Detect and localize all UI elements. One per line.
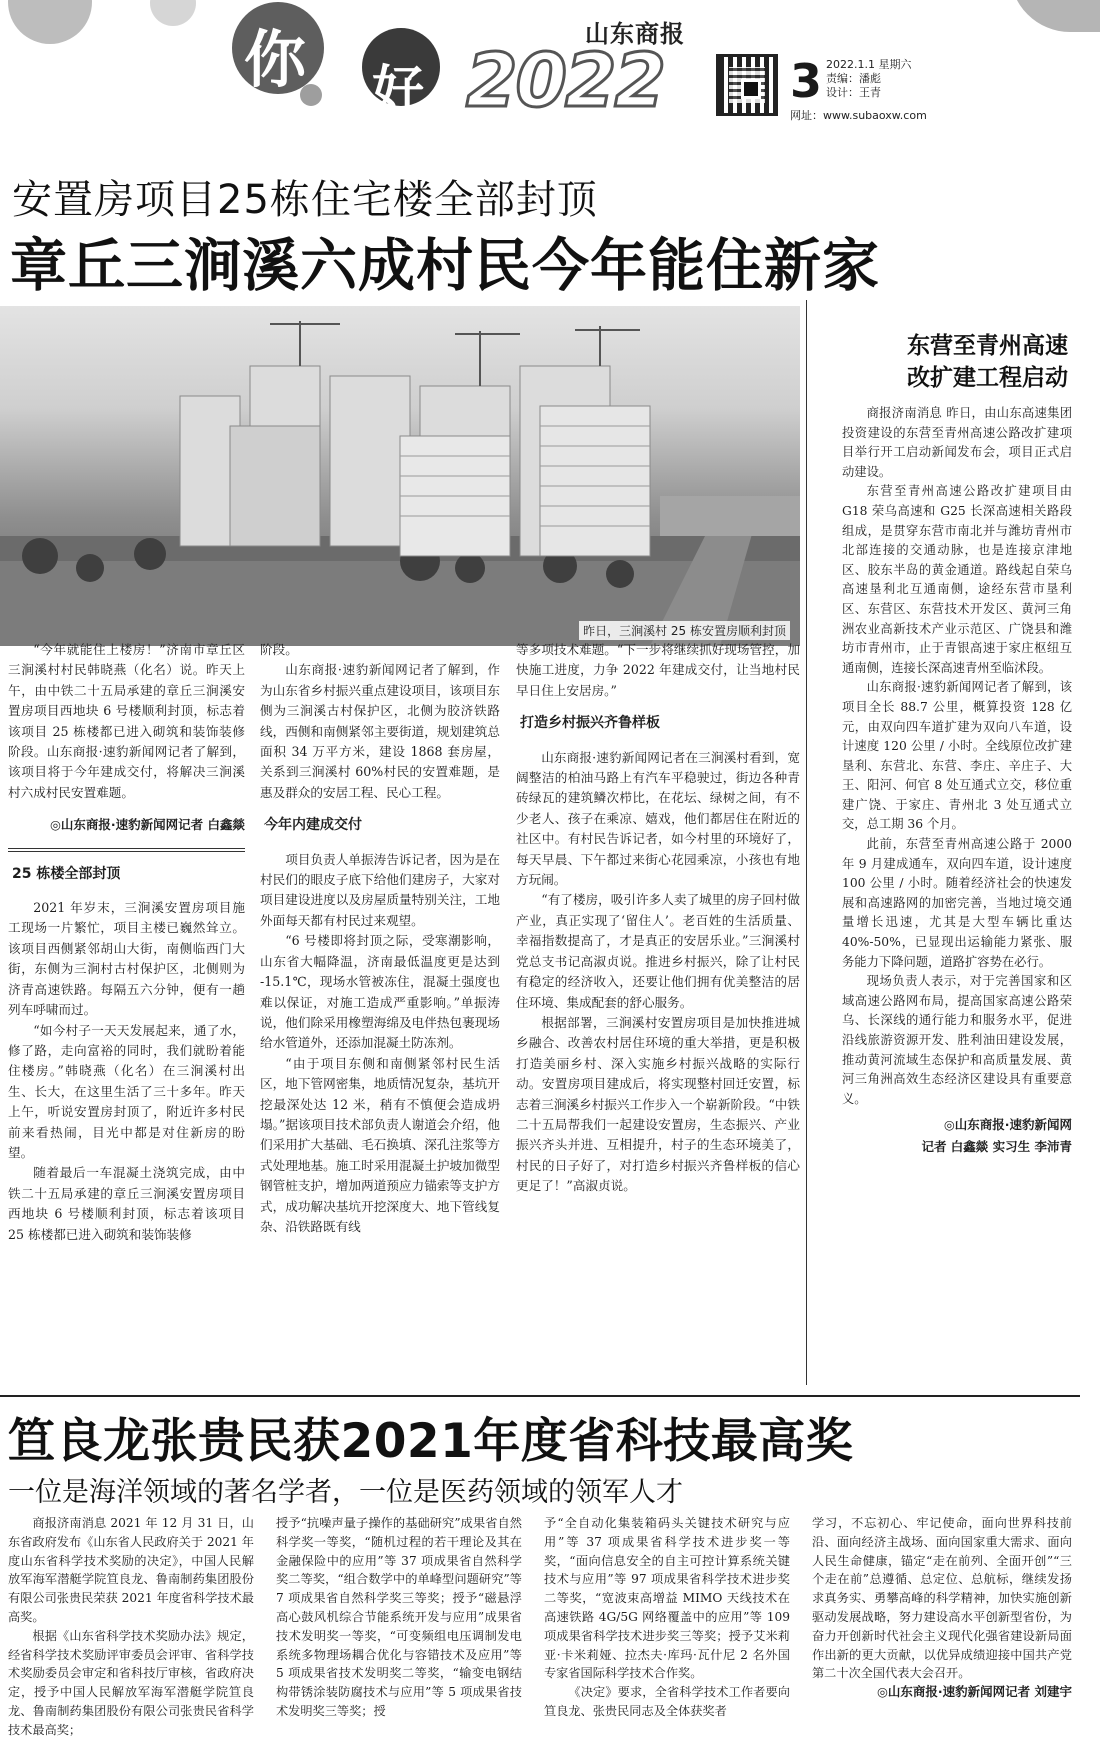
subheading: 今年内建成交付 — [264, 817, 362, 834]
side-headline-line-1: 东营至青州高速 — [907, 333, 1068, 359]
paragraph: 等多项技术难题。“下一步将继续抓好现场管控，加快施工进度，力争 2022 年建成交付，让当地村民早日住上安居房。” — [516, 642, 800, 698]
bottom-story-column-1 — [8, 1514, 254, 1737]
column-divider — [806, 300, 807, 1385]
divider — [8, 848, 245, 852]
byline: ◎山东商报·速豹新闻网记者 白鑫燚 — [49, 817, 245, 833]
paragraph: 山东商报·速豹新闻网记者在三涧溪村看到，宽阔整洁的柏油马路上有汽车平稳驶过，街边各种青砖绿瓦的建筑鳞次栉比，在花坛、绿树之间，有不少老人、孩子在乘凉、嬉戏，他们都居住在附近的社区中。有村民告诉记者，如今村里的环境好了，每天早晨、下午都过来街心花园乘凉，小孩也有地方玩闹。 — [516, 749, 800, 888]
construction-photo — [0, 306, 800, 646]
paragraph: 东营至青州高速公路改扩建项目由 G18 荣乌高速和 G25 长深高速相关路段组成，是贯穿东营市南北并与潍坊青州市北部连接的交通动脉，也是连接京津地区、胶东半岛的黄金通道。路线起自荣乌高速垦利北互通南侧，途经东营市垦利区、东营区、东营技术开发区、黄河三角洲农业高新技术产业示范区、广饶县和潍坊市青州市，止于青银高速于家庄枢纽互通南侧，连接长深高速青州至临沭段。 — [842, 484, 1072, 675]
byline: ◎山东商报·速豹新闻网 — [943, 1117, 1072, 1133]
paragraph: 商报济南消息 2021 年 12 月 31 日，山东省政府发布《山东省人民政府关于 2021 年度山东省科学技术奖励的决定》，中国人民解放军海军潜艇学院笪良龙、鲁南制药集团股份有限公司张贵民荣获 2021 年度省科学技术最高奖。 — [8, 1516, 254, 1624]
main-story-column-1 — [8, 640, 245, 1242]
subheading: 打造乡村振兴齐鲁样板 — [520, 715, 660, 732]
paragraph: “由于项目东侧和南侧紧邻村民生活区，地下管网密集，地质情况复杂，基坑开挖最深处达 12 米，稍有不慎便会造成坍塌。”据该项目技术部负责人谢道会介绍，他们采用扩大基础、毛石换填、深孔注浆等方式处理地基。施工时采用混凝土护坡加微型钢管桩支护，增加两道预应力锚索等支护方式，成功解决基坑开挖深度大、地下管线复杂、沿铁路既有线 — [260, 1055, 500, 1234]
photo-illustration — [0, 306, 800, 646]
paragraph: 山东商报·速豹新闻网记者了解到，该项目全长 88.7 公里，概算投资 128 亿元，由双向四车道扩建为双向八车道，设计速度 120 公里 / 小时。全线原位改扩建垦利、东营北、东营、李庄、辛庄子、大王、阳河、何官 8 处互通式立交，移位重建广饶、于家庄、青州北 3 处互通式立交，总工期 36 个月。 — [842, 680, 1072, 832]
bottom-story-column-3 — [544, 1514, 790, 1718]
main-story-column-2 — [260, 640, 500, 1234]
side-headline-line-2: 改扩建工程启动 — [907, 365, 1068, 391]
website-link[interactable]: 网址：www.subaoxw.com — [790, 109, 927, 122]
paragraph: 学习，不忘初心、牢记使命，面向世界科技前沿、面向经济主战场、面向国家重大需求、面向人民生命健康，锚定“走在前列、全面开创”“三个走在前”总遵循、总定位、总航标，继续发扬求真务实、勇攀高峰的科学精神，加快实施创新驱动发展战略，努力建设高水平创新型省份，为奋力开创新时代社会主义现代化强省建设新局面作出新的更大贡献，以优异成绩迎接中国共产党第二十次全国代表大会召开。 — [812, 1516, 1072, 1681]
bottom-story-headline: 笪良龙张贵民获2021年度省科技最高奖 — [8, 1414, 854, 1469]
main-story-kicker: 安置房项目25栋住宅楼全部封顶 — [12, 177, 598, 223]
paragraph: 《决定》要求，全省科学技术工作者要向笪良龙、张贵民同志及全体获奖者 — [544, 1685, 790, 1718]
bottom-story-column-2 — [276, 1514, 522, 1718]
paragraph: 授予“抗噪声量子操作的基础研究”成果省自然科学奖一等奖，“随机过程的若干理论及其在金融保险中的应用”等 37 项成果省自然科学奖二等奖，“组合数学中的单峰型问题研究”等 7 项成果省自然科学奖三等奖；授予“磁悬浮高心鼓风机综合节能系统开发与应用”成果省技术发明奖一等奖，“可变频组电压调制发电系统多物理场耦合优化与容错技术及应用”等 5 项成果省技术发明奖二等奖，“输变电钢结构带锈涂装防腐技术与应用”等 5 项成果省技术发明奖三等奖；授 — [276, 1516, 522, 1718]
paragraph: 阶段。 — [260, 642, 298, 657]
issue-meta — [826, 58, 911, 100]
bottom-story-column-4 — [812, 1514, 1072, 1700]
side-story-headline — [848, 330, 1068, 394]
byline: 记者 白鑫燚 实习生 李沛青 — [921, 1138, 1072, 1154]
paragraph: “6 号楼即将封顶之际，受寒潮影响，山东省大幅降温，济南最低温度更是达到 -15.1℃，现场水管被冻住，混凝土强度也难以保证，对施工造成严重影响。”单振涛说，他们除采用橡塑海绵及电伴热包裹现场给水管道外，还添加混凝土防冻剂。 — [260, 933, 500, 1051]
paragraph: 2021 年岁末，三涧溪安置房项目施工现场一片繁忙，项目主楼已巍然耸立。该项目西侧紧邻胡山大街，南侧临西门大街，东侧为三涧村古村保护区，北侧则为济青高速铁路。每隔五六分钟，便有一趟列车呼啸而过。 — [8, 900, 245, 1018]
paragraph: “今年就能住上楼房！”济南市章丘区三涧溪村村民韩晓燕（化名）说。昨天上午，由中铁二十五局承建的章丘三涧溪安置房项目西地块 6 号楼顺利封顶，标志着该项目 25 栋楼都已进入砌筑和装饰装修阶段。山东商报·速豹新闻网记者了解到，该项目将于今年建成交付，将解决三涧溪村六成村民安置难题。 — [8, 642, 245, 800]
main-story-headline: 章丘三涧溪六成村民今年能住新家 — [10, 233, 880, 299]
paragraph: 商报济南消息 昨日，由山东高速集团投资建设的东营至青州高速公路改扩建项目举行开工启动新闻发布会，项目正式启动建设。 — [842, 406, 1072, 479]
decorative-bubble — [150, 0, 196, 26]
bottom-story-kicker: 一位是海洋领域的著名学者，一位是医药领域的领军人才 — [8, 1477, 683, 1508]
subheading: 25 栋楼全部封顶 — [12, 865, 121, 882]
paragraph: 此前，东营至青州高速公路于 2000 年 9 月建成通车，双向四车道，设计速度 100 公里 / 小时。随着经济社会的快速发展和高速路网的加密完善，当地过境交通量增长迅速，尤其是大型车辆比重达 40%-50%，已显现出运输能力紧张、服务能力下降问题，道路扩容势在必行。 — [842, 837, 1072, 969]
decorative-bubble — [1010, 0, 1100, 32]
year-logo: 2022 — [466, 38, 664, 124]
greeting-char-1: 你 — [244, 23, 307, 96]
masthead — [0, 0, 1080, 135]
photo-caption: 昨日，三涧溪村 25 栋安置房顺利封顶 — [579, 621, 790, 640]
paragraph: 随着最后一车混凝土浇筑完成，由中铁二十五局承建的章丘三涧溪安置房项目西地块 6 号楼顺利封顶，标志着该项目 25 栋楼都已进入砌筑和装饰装修 — [8, 1165, 245, 1242]
editor-credit: 责编：潘彪 — [826, 72, 881, 85]
paragraph: 现场负责人表示，对于完善国家和区域高速公路网布局，提高国家高速公路荣乌、长深线的通行能力和服务水平，促进沿线旅游资源开发、胜利油田建设发展，推动黄河流域生态保护和高质量发展、黄河三角洲高效生态经济区建设具有重要意义。 — [842, 974, 1072, 1106]
greeting-char-2: 好 — [372, 60, 425, 121]
issue-date: 2022.1.1 星期六 — [826, 58, 912, 71]
main-story-column-3 — [516, 640, 800, 1210]
newspaper-name: 山东商报 — [585, 20, 685, 48]
paragraph: 根据《山东省科学技术奖励办法》规定，经省科学技术奖励评审委员会评审、省科学技术奖励委员会审定和省科技厅审核，省政府决定，授予中国人民解放军海军潜艇学院笪良龙、鲁南制药集团股份有限公司张贵民省科学技术最高奖； — [8, 1628, 254, 1737]
paragraph: 根据部署，三涧溪村安置房项目是加快推进城乡融合、改善农村居住环境的重大举措，更是积极打造美丽乡村、深入实施乡村振兴战略的实际行动。安置房项目建成后，将实现整村回迁安置，标志着三涧溪乡村振兴工作步入一个崭新阶段。“中铁二十五局帮我们一起建设安置房，生态振兴、产业振兴齐头并进、互相提升，村子的生态环境美了，村民的日子好了，对打造乡村振兴齐鲁样板的信心更足了！”高淑贞说。 — [516, 1014, 800, 1194]
paragraph: “有了楼房，吸引许多人卖了城里的房子回村做产业，真正实现了‘留住人’。老百姓的生活质量、幸福指数提高了，才是真正的安居乐业。”三涧溪村党总支书记高淑贞说。推进乡村振兴，除了让村民有稳定的经济收入，还要让他们拥有优美整洁的居住环境、集成配套的舒心服务。 — [516, 892, 800, 1010]
paragraph: 予“全自动化集装箱码头关键技术研究与应用”等 37 项成果省科学技术进步奖一等奖，“面向信息安全的自主可控计算系统关键技术与应用”等 97 项成果省科学技术进步奖二等奖，“宽波束高增益 MIMO 天线技术在高速铁路 4G/5G 网络覆盖中的应用”等 109 项成果省科学技术进步奖三等奖；授予艾米莉亚·卡米莉娅、拉杰夫·库玛·瓦什尼 2 名外国专家省国际科学技术合作奖。 — [544, 1516, 790, 1681]
section-divider — [0, 1395, 1080, 1397]
paragraph: “如今村子一天天发展起来，通了水，修了路，走向富裕的同时，我们就盼着能住楼房。”韩晓燕（化名）在三涧溪村出生、长大，在这里生活了三十多年。昨天上午，听说安置房封顶了，附近许多村民前来看热闹，目光中都是对住新房的盼望。 — [8, 1022, 245, 1160]
byline: ◎山东商报·速豹新闻网记者 刘建宇 — [876, 1684, 1072, 1700]
decorative-bubble — [8, 0, 92, 44]
page-number: 3 — [790, 54, 823, 108]
paragraph: 山东商报·速豹新闻网记者了解到，作为山东省乡村振兴重点建设项目，该项目东侧为三涧溪古村保护区，北侧为胶济铁路线，西侧和南侧紧邻主要街道，规划建筑总面积 34 万平方米，建设 1868 套房屋，关系到三涧溪村 60%村民的安置难题，是惠及群众的安居工程、民心工程。 — [260, 662, 500, 800]
qr-code-icon[interactable] — [716, 54, 778, 116]
paragraph: 项目负责人单振涛告诉记者，因为是在村民们的眼皮子底下给他们建房子，大家对项目建设进度以及房屋质量特别关注，工地外面每天都有村民过来观望。 — [260, 851, 500, 928]
side-story-body — [842, 404, 1072, 1394]
designer-credit: 设计：王青 — [826, 86, 881, 99]
